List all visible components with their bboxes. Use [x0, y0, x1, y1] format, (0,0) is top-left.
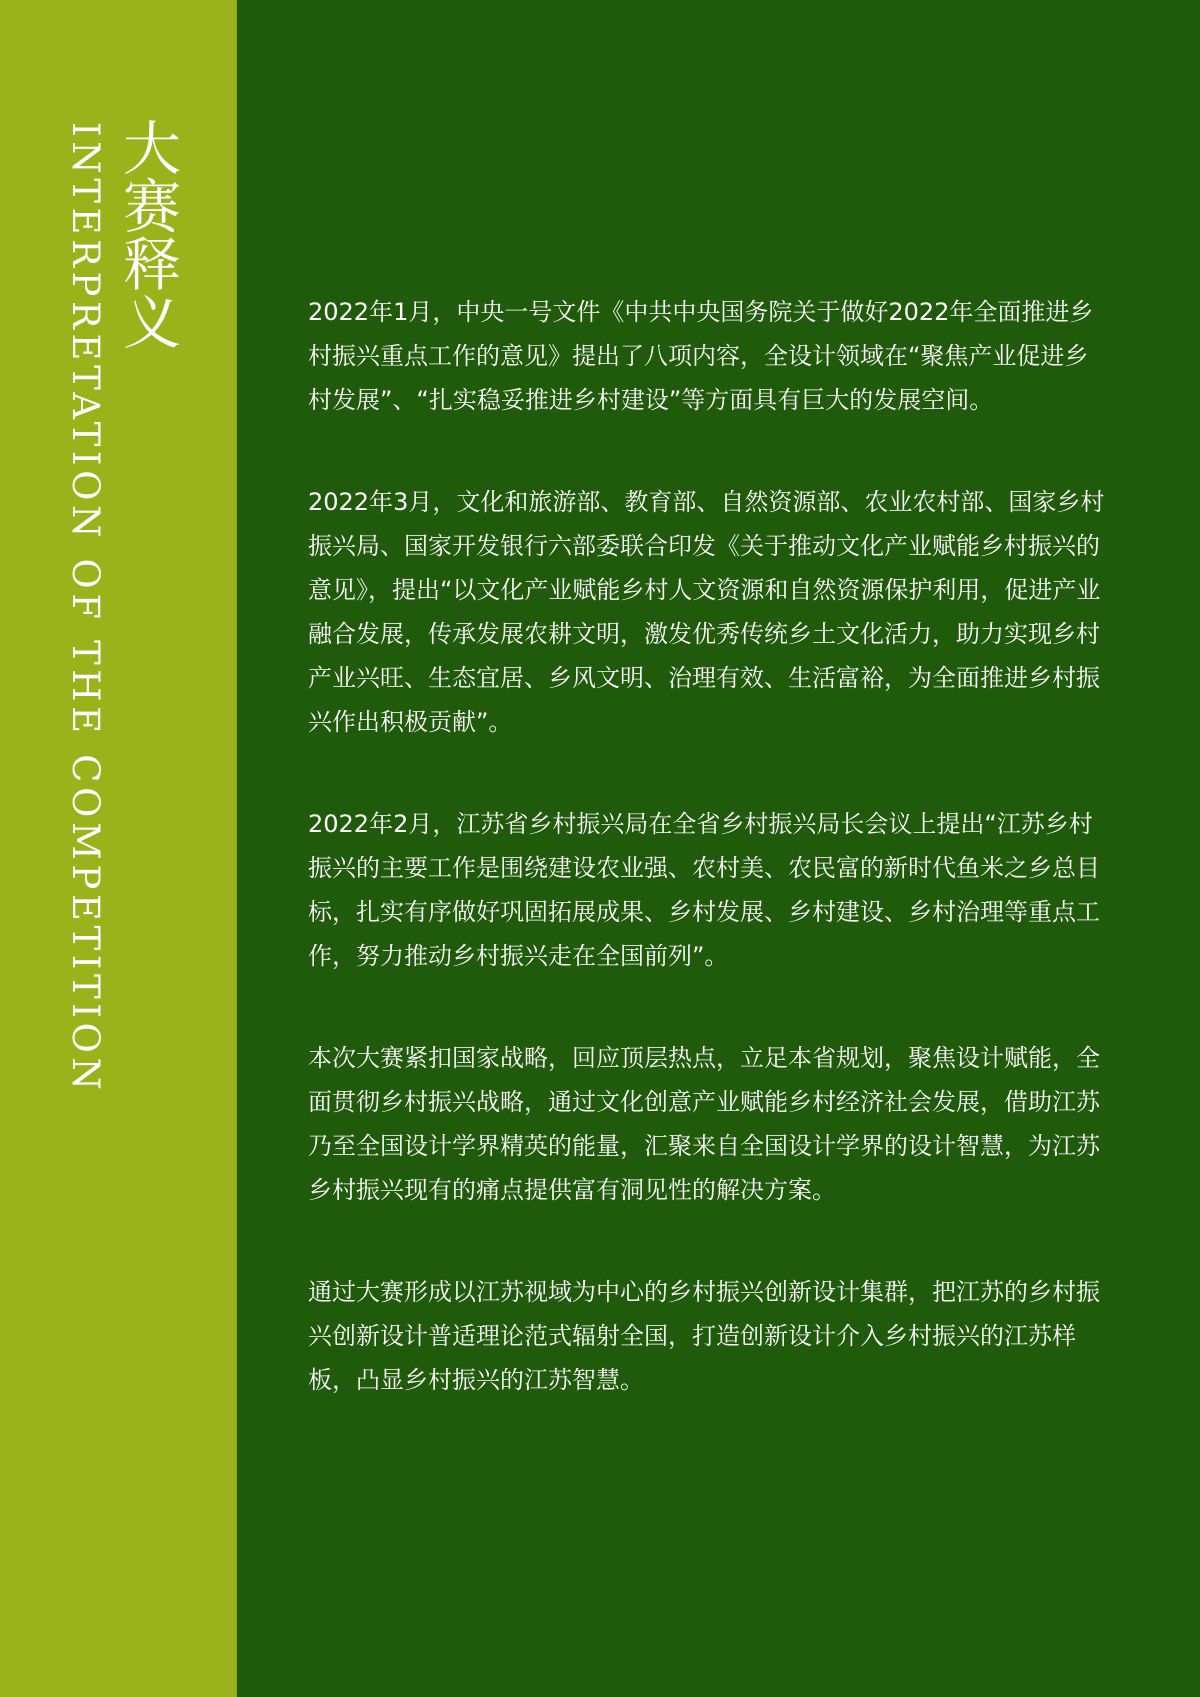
page-title: 大赛释义 [113, 118, 181, 350]
paragraph-5: 通过大赛形成以江苏视域为中心的乡村振兴创新设计集群，把江苏的乡村振兴创新设计普适理论范式辐射全国，打造创新设计介入乡村振兴的江苏样板，凸显乡村振兴的江苏智慧。 [308, 1278, 1100, 1394]
paragraph-3: 2022年2月，江苏省乡村振兴局在全省乡村振兴局长会议上提出“江苏乡村振兴的主要工作是围绕建设农业强、农村美、农民富的新时代鱼米之乡总目标，扎实有序做好巩固拓展成果、乡村发展、乡村建设、乡村治理等重点工作，努力推动乡村振兴走在全国前列”。 [308, 810, 1100, 970]
english-subtitle: INTERPRETATION OF THE COMPETITION [64, 122, 107, 1095]
panel-divider [236, 0, 237, 1697]
sidebar-panel [0, 0, 236, 1697]
paragraph-1: 2022年1月，中央一号文件《中共中央国务院关于做好2022年全面推进乡村振兴重点工作的意见》提出了八项内容，全设计领域在“聚焦产业促进乡村发展”、“扎实稳妥推进乡村建设”等方面具有巨大的发展空间。 [308, 298, 1094, 414]
paragraph-2: 2022年3月，文化和旅游部、教育部、自然资源部、农业农村部、国家乡村振兴局、国家开发银行六部委联合印发《关于推动文化产业赋能乡村振兴的意见》，提出“以文化产业赋能乡村人文资源和自然资源保护利用，促进产业融合发展，传承发展农耕文明，激发优秀传统乡土文化活力，助力实现乡村产业兴旺、生态宜居、乡风文明、治理有效、生活富裕，为全面推进乡村振兴作出积极贡献”。 [308, 488, 1105, 736]
paragraph-4: 本次大赛紧扣国家战略，回应顶层热点，立足本省规划，聚焦设计赋能，全面贯彻乡村振兴战略，通过文化创意产业赋能乡村经济社会发展，借助江苏乃至全国设计学界精英的能量，汇聚来自全国设计学界的设计智慧，为江苏乡村振兴现有的痛点提供富有洞见性的解决方案。 [308, 1044, 1100, 1204]
content-area [308, 290, 1108, 1460]
